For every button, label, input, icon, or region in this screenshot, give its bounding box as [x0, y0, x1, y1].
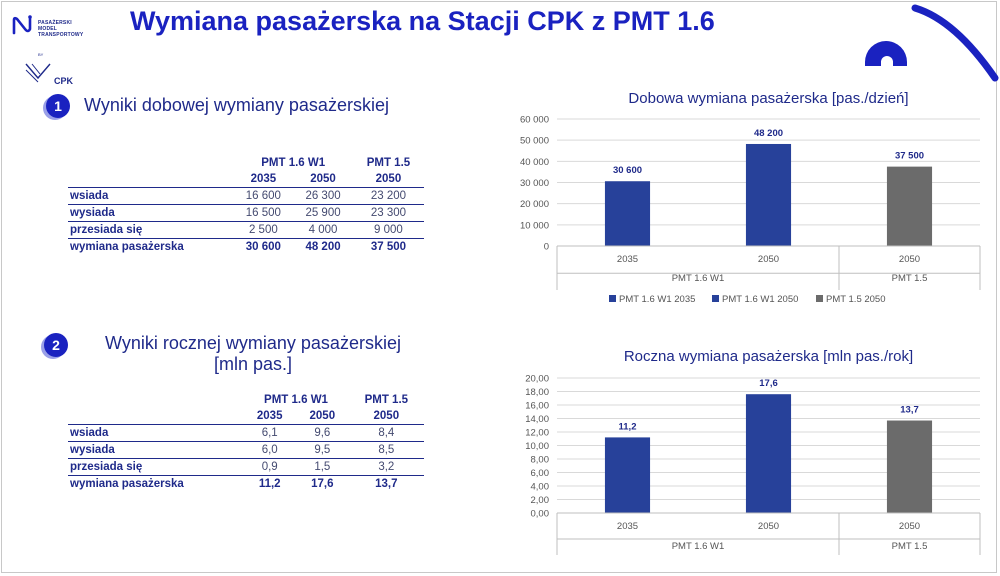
row-label: wsiada	[68, 188, 234, 205]
row-label: wysiada	[68, 205, 234, 222]
daily-y-tick-label: 40 000	[519, 156, 549, 168]
row-label: przesiada się	[68, 459, 243, 476]
annual-y-tick-label: 4,00	[530, 481, 549, 493]
cell: 9,5	[296, 442, 349, 459]
cell: 8,5	[349, 442, 424, 459]
annual-category-label: 2035	[616, 521, 639, 532]
daily-y-tick-label: 50 000	[519, 135, 549, 147]
annual-bar	[887, 421, 932, 513]
section-2-badge: 2	[44, 333, 68, 357]
year-header: 2035	[243, 408, 296, 425]
cell: 23 300	[353, 205, 424, 222]
cell: 37 500	[370, 241, 407, 253]
daily-bar	[605, 181, 650, 246]
cell: 1,5	[296, 459, 349, 476]
annual-y-tick-label: 8,00	[530, 454, 549, 466]
annual-y-tick-label: 18,00	[525, 387, 549, 398]
daily-chart-title: Dobowa wymiana pasażerska [pas./dzień]	[628, 90, 909, 107]
daily-legend-swatch	[712, 295, 719, 302]
annual-category-label: 2050	[898, 521, 921, 532]
annual-data-label: 11,2	[618, 421, 637, 433]
group-header: PMT 1.6 W1	[264, 394, 328, 406]
daily-bar	[746, 144, 791, 246]
group-header: PMT 1.5	[366, 157, 411, 169]
annual-y-tick-label: 20,00	[525, 373, 549, 385]
annual-y-tick-label: 16,00	[525, 400, 549, 412]
year-header: 2050	[296, 408, 349, 425]
annual-group-label: PMT 1.6 W1	[671, 541, 725, 552]
group-header: PMT 1.6 W1	[261, 157, 326, 169]
cell: 26 300	[293, 188, 353, 205]
daily-legend-label: PMT 1.5 2050	[826, 294, 886, 305]
section-2-heading-line-1: Wyniki rocznej wymiany pasażerskiej	[105, 333, 401, 353]
annual-y-tick-label: 10,00	[525, 441, 549, 452]
annual-bar	[746, 394, 791, 513]
daily-group-label: PMT 1.5	[891, 273, 928, 284]
section-2-heading-line-2: [mln pas.]	[213, 354, 293, 374]
logo-line: PASAŻERSKI	[38, 20, 72, 26]
cell: 13,7	[375, 478, 398, 490]
annual-data-label: 17,6	[759, 378, 778, 390]
daily-y-tick-label: 60 000	[519, 114, 549, 126]
row-label: wymiana pasażerska	[70, 241, 184, 253]
daily-data-label: 48 200	[753, 127, 784, 139]
cpk-logo-text: CPK	[54, 76, 74, 86]
daily-category-label: 2050	[898, 254, 921, 265]
cell: 3,2	[349, 459, 424, 476]
daily-y-tick-label: 20 000	[519, 199, 549, 211]
cell: 11,2	[258, 478, 281, 490]
cell: 9,6	[296, 425, 349, 442]
annual-y-tick-label: 2,00	[530, 495, 549, 506]
annual-chart-title: Roczna wymiana pasażerska [mln pas./rok]	[623, 348, 914, 365]
daily-y-tick-label: 0	[543, 241, 549, 253]
cell: 8,4	[349, 425, 424, 442]
row-label: wsiada	[68, 425, 243, 442]
year-header: 2035	[234, 171, 294, 188]
annual-data-label: 13,7	[900, 404, 919, 416]
cell: 6,1	[243, 425, 296, 442]
daily-y-tick-label: 30 000	[519, 178, 549, 189]
cell: 23 200	[353, 188, 424, 205]
row-label: wymiana pasażerska	[70, 478, 184, 490]
cell: 2 500	[234, 222, 294, 239]
logo-line: MODEL	[38, 26, 58, 32]
cell: 25 900	[293, 205, 353, 222]
cell: 16 600	[234, 188, 294, 205]
annual-y-tick-label: 6,00	[530, 468, 549, 479]
annual-bar	[605, 437, 650, 513]
daily-legend-swatch	[816, 295, 823, 302]
daily-group-label: PMT 1.6 W1	[671, 273, 725, 284]
cell: 4 000	[293, 222, 353, 239]
daily-legend-label: PMT 1.6 W1 2035	[619, 294, 696, 305]
daily-data-label: 30 600	[612, 165, 643, 177]
cell: 17,6	[311, 478, 334, 490]
daily-category-label: 2050	[757, 254, 780, 265]
daily-legend-swatch	[609, 295, 616, 302]
annual-y-tick-label: 14,00	[525, 414, 549, 425]
annual-y-tick-label: 12,00	[525, 427, 549, 439]
row-label: przesiada się	[68, 222, 234, 239]
annual-group-label: PMT 1.5	[891, 541, 928, 552]
daily-category-label: 2035	[616, 254, 639, 265]
daily-y-tick-label: 10 000	[519, 220, 549, 232]
cell: 6,0	[243, 442, 296, 459]
logo-by: BY	[38, 52, 44, 57]
cell: 16 500	[234, 205, 294, 222]
cell: 30 600	[245, 241, 281, 253]
section-1-badge: 1	[46, 94, 70, 118]
cell: 0,9	[243, 459, 296, 476]
annual-y-tick-label: 0,00	[530, 508, 549, 520]
year-header: 2050	[293, 171, 353, 188]
group-header: PMT 1.5	[364, 394, 409, 406]
daily-bar	[887, 167, 932, 246]
daily-legend-label: PMT 1.6 W1 2050	[722, 294, 799, 305]
row-label: wysiada	[68, 442, 243, 459]
cell: 9 000	[353, 222, 424, 239]
daily-data-label: 37 500	[894, 150, 925, 162]
year-header: 2050	[353, 171, 424, 188]
section-1-heading: Wyniki dobowej wymiany pasażerskiej	[84, 95, 389, 115]
year-header: 2050	[349, 408, 424, 425]
logo-line: TRANSPORTOWY	[38, 32, 84, 38]
annual-category-label: 2050	[757, 521, 780, 532]
cell: 48 200	[305, 241, 341, 253]
page-title: Wymiana pasażerska na Stacji CPK z PMT 1.6	[130, 6, 715, 36]
